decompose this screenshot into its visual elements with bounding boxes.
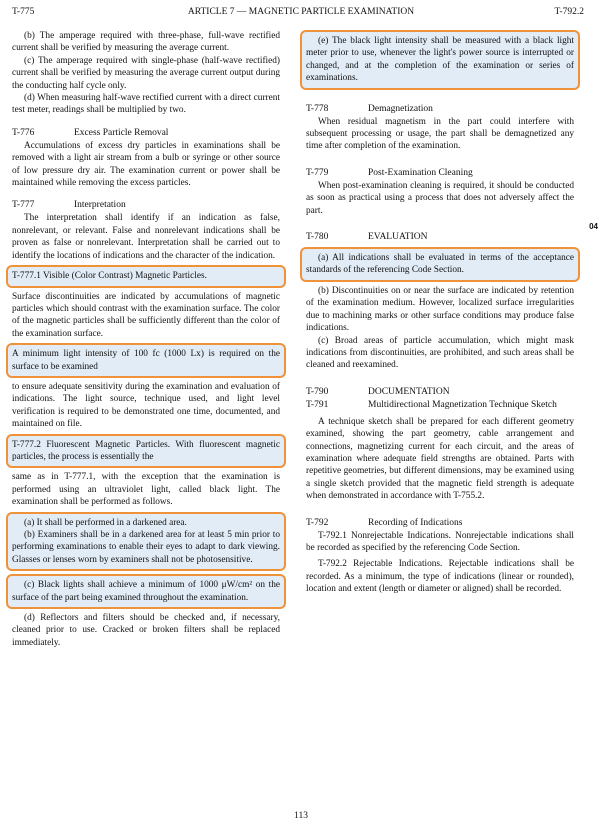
section-title: EVALUATION	[368, 232, 428, 243]
item-d-reflectors: (d) Reflectors and filters should be checked and, if necessary, cleaned prior to use. Cracked or broken filters shall be replaced immediately.	[12, 613, 280, 648]
paragraph-t791: A technique sketch shall be prepared for each different geometry examined, showing the part geometry, cable arrangement and connections, magnetizing current for each circuit, and the areas of examination where adequate field strengths are obtained. Parts with repetitive geometries, but different dimensions, may be examined using a single sketch provided that the magnetic field strength is adequate when demonstrated in accordance with T-755.2.	[306, 416, 574, 502]
highlight-acceptance-standards	[300, 247, 580, 282]
section-number: T-777	[12, 200, 35, 211]
t7771-heading: T-777.1 Visible (Color Contrast) Magnetic Particles.	[12, 271, 207, 282]
section-heading-t791	[306, 399, 574, 412]
highlight-t7771-heading	[6, 265, 286, 287]
highlight-darkened-area	[6, 512, 286, 572]
paragraph-b-amperage: (b) The amperage required with three-phase, full-wave rectified current shall be verified by measuring the average current.	[12, 31, 280, 54]
section-title: Interpretation	[74, 200, 126, 211]
item-b-evaluation: (b) Discontinuities on or near the surface are indicated by retention of the examination medium. However, localized surface irregularities due to machining marks or other surface conditions may produce false indications.	[306, 285, 574, 334]
highlight-black-light-meter	[300, 30, 580, 90]
section-number: T-780	[306, 232, 329, 243]
item-a-evaluation: (a) All indications shall be evaluated in terms of the acceptance standards of the referencing Code Section.	[306, 253, 574, 276]
section-number: T-779	[306, 167, 329, 178]
t7772-heading: T-777.2 Fluorescent Magnetic Particles. With fluorescent magnetic particles, the process is essentially the	[12, 439, 280, 462]
section-heading-t779	[306, 167, 574, 180]
light-intensity-requirement: A minimum light intensity of 100 fc (1000 Lx) is required on the surface to be examined	[12, 349, 280, 372]
section-number: T-790	[306, 386, 329, 397]
item-e-intensity: (e) The black light intensity shall be measured with a black light meter prior to use, whenever the light's power source is interrupted or changed, and at the completion of the examination or series of examinations.	[306, 36, 574, 84]
header-section-range: T-792.2	[554, 7, 584, 17]
paragraph-t776: Accumulations of excess dry particles in examinations shall be removed with a light air stream from a bulb or syringe or other source of low pressure dry air. The examination current or power shall be maintained while removing the excess particles.	[12, 140, 280, 189]
paragraph-t7772: same as in T-777.1, with the exception that the examination is performed using an ultraviolet light, called black light. The examination shall be performed as follows.	[12, 472, 280, 508]
header-article-title: ARTICLE 7 — MAGNETIC PARTICLE EXAMINATION	[187, 7, 415, 17]
section-heading-t778	[306, 103, 574, 116]
paragraph-d-meter: (d) When measuring half-wave rectified current with a direct current test meter, readings shall be multiplied by two.	[12, 93, 280, 116]
paragraph-t7921: T-792.1 Nonrejectable Indications. Nonrejectable indications shall be recorded as specified by the referencing Code Section.	[306, 530, 574, 553]
section-number: T-776	[12, 127, 35, 138]
paragraph-t7771: Surface discontinuities are indicated by accumulations of magnetic particles which should contrast with the examination surface. The color of the magnetic particles shall be sufficiently different than the color of the examination surface.	[12, 291, 280, 339]
section-title: Excess Particle Removal	[74, 127, 169, 138]
section-title: Multidirectional Magnetization Technique Sketch	[368, 399, 557, 410]
section-heading-t790	[306, 386, 574, 399]
paragraph-c-amperage: (c) The amperage required with single-phase (half-wave rectified) current shall be verified by measuring the average current output during the conducting half cycle only.	[12, 55, 280, 91]
item-b-eye-adaptation: (b) Examiners shall be in a darkened area for at least 5 min prior to performing examinations to enable their eyes to adapt to dark viewing. Glasses or lenses worn by examiners shall not be photosensitive.	[12, 530, 280, 565]
left-column	[12, 30, 280, 649]
section-heading-t777	[12, 199, 280, 212]
item-c-evaluation: (c) Broad areas of particle accumulation, which might mask indications from discontinuities, are prohibited, and such areas shall be cleaned and reexamined.	[306, 335, 574, 371]
item-c-black-light: (c) Black lights shall achieve a minimum of 1000 μW/cm² on the surface of the part being examined throughout the examination.	[12, 580, 280, 603]
section-title: Recording of Indications	[368, 517, 463, 528]
section-title: Post-Examination Cleaning	[368, 167, 473, 178]
paragraph-t7922: T-792.2 Rejectable Indications. Rejectable indications shall be recorded. As a minimum, the type of indications (linear or rounded), location and extent (length or diameter or aligned) shall be recorded.	[306, 559, 574, 595]
header-section-id: T-775	[12, 7, 35, 17]
paragraph-t778: When residual magnetism in the part could interfere with subsequent processing or usage, the part shall be demagnetized any time after completion of the examination.	[306, 116, 574, 152]
right-column	[306, 30, 574, 596]
paragraph-t7771-tail: to ensure adequate sensitivity during the examination and evaluation of indications. The light source, technique used, and light level verification is required to be demonstrated one time, documented, and maintained on file.	[12, 381, 280, 430]
section-number: T-778	[306, 103, 329, 114]
highlight-t7772	[6, 434, 286, 469]
section-title: Demagnetization	[368, 103, 433, 114]
section-heading-t776	[12, 127, 280, 140]
item-a-darkened-area: (a) It shall be performed in a darkened area.	[24, 517, 187, 528]
highlight-light-intensity	[6, 343, 286, 378]
page-number: 113	[294, 811, 308, 821]
paragraph-t779: When post-examination cleaning is required, it should be conducted as soon as practical using a process that does not adversely affect the part.	[306, 180, 574, 216]
section-heading-t780	[306, 231, 574, 244]
paragraph-t777: The interpretation shall identify if an indication as false, nonrelevant, or relevant. False and nonrelevant indications shall be proven as false or nonrelevant. Interpretation shall be carried out to identify the locations of indications and the character of the indication.	[12, 213, 280, 261]
highlight-black-light-intensity	[6, 574, 286, 609]
section-title: DOCUMENTATION	[368, 386, 450, 397]
section-number: T-792	[306, 517, 329, 528]
section-number: T-791	[306, 399, 329, 410]
section-heading-t792	[306, 517, 574, 530]
revision-marker: 04	[589, 222, 598, 231]
